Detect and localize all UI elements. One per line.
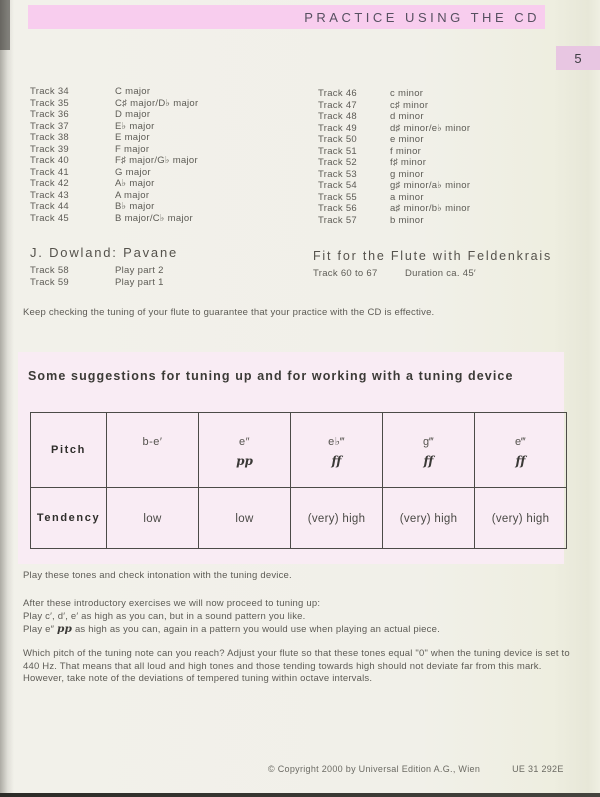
tuning-table: [30, 412, 567, 549]
tendency-cell: [475, 488, 567, 549]
page-number: 5: [574, 50, 582, 66]
track-key: c minor: [390, 88, 424, 99]
track-row: [318, 157, 470, 169]
track-key: A major: [115, 189, 150, 201]
pitch-value: e″: [238, 436, 250, 448]
tendency-value: (very) high: [307, 513, 366, 525]
track-key: A♭ major: [115, 178, 155, 189]
track-row: [30, 178, 198, 190]
track-label: Track 50: [318, 134, 358, 145]
pitch-cell: [199, 413, 291, 488]
track-label: Track 41: [30, 166, 70, 178]
track-key: d♯ minor/e♭ minor: [390, 122, 471, 134]
tendency-cell: [107, 488, 199, 549]
track-row: [318, 180, 470, 192]
track-row: [30, 190, 198, 202]
feldenkrais-title: Fit for the Flute with Feldenkrais: [313, 249, 553, 263]
track-row: [30, 155, 198, 167]
track-label: Track 44: [30, 201, 70, 212]
track-label: Track 53: [318, 168, 358, 180]
track-key: g♯ minor/a♭ minor: [390, 180, 471, 191]
track-key: E♭ major: [115, 120, 155, 132]
track-key: c♯ minor: [390, 99, 429, 111]
track-key: g minor: [390, 168, 424, 180]
footer: [268, 764, 564, 774]
dynamic-marking: ff: [515, 454, 526, 468]
track-label: Track 36: [30, 109, 70, 120]
track-label: Track 56: [318, 203, 358, 214]
tuning-pitch-paragraph: Which pitch of the tuning note can you reach? Adjust your flute so that these tones equal "0" when the tuning device is set to 440 Hz. That means that all loud and high tones and those tending towards high should not deviate far from this mark. However, take note of the deviations of tempered tuning within octave intervals.: [23, 648, 570, 684]
copyright-text: © Copyright 2000 by Universal Edition A.G., Wien: [268, 764, 481, 774]
track-key: D major: [115, 109, 151, 120]
instruction-text: as high as you can, again in a pattern you would use when playing an actual piece.: [74, 624, 440, 635]
instruction-text: Play e″: [23, 624, 55, 635]
track-row: [30, 86, 198, 98]
track-label: Track 37: [30, 120, 70, 132]
row-header-tendency: Tendency: [31, 488, 107, 549]
pitch-cell: [475, 413, 567, 488]
tendency-value: low: [143, 513, 162, 525]
pitch-value: e‴: [514, 436, 526, 448]
track-label: Track 54: [318, 180, 358, 191]
track-row: [30, 132, 198, 144]
catalog-number: UE 31 292E: [512, 764, 564, 774]
row-header-pitch: Pitch: [31, 413, 107, 488]
feldenkrais-section: [313, 249, 552, 280]
track-label: Track 55: [318, 191, 358, 203]
track-key: d minor: [390, 111, 424, 122]
track-row: [313, 268, 552, 280]
dynamic-marking: ff: [331, 454, 342, 468]
tuning-up-instructions: [23, 597, 583, 636]
track-label: Track 48: [318, 111, 358, 122]
track-row: [318, 111, 470, 123]
pitch-value: e♭‴: [328, 436, 345, 448]
tendency-cell: [199, 488, 291, 549]
track-part: Play part 1: [115, 276, 164, 288]
track-row: [318, 169, 470, 181]
tuning-reminder-note: Keep checking the tuning of your flute to guarantee that your practice with the CD is effective.: [23, 307, 435, 318]
dowland-title: J. Dowland: Pavane: [30, 245, 179, 260]
chapter-header-bar: [28, 5, 545, 29]
track-row: [30, 98, 198, 110]
pitch-cell: [383, 413, 475, 488]
track-key: a♯ minor/b♭ minor: [390, 203, 471, 214]
pitch-value: b-e′: [142, 436, 163, 448]
track-row: [318, 123, 470, 135]
track-part: Play part 2: [115, 265, 164, 276]
track-row: [318, 88, 470, 100]
tones-check-note: Play these tones and check intonation with the tuning device.: [23, 570, 292, 581]
pitch-value: g‴: [422, 436, 434, 448]
table-row-tendency: [31, 488, 567, 549]
track-label: Track 45: [30, 212, 70, 224]
track-key: a minor: [390, 191, 424, 203]
track-row: [30, 213, 198, 225]
track-key: B major/C♭ major: [115, 212, 193, 224]
tendency-cell: [291, 488, 383, 549]
track-row: [30, 201, 198, 213]
tendency-value: low: [235, 513, 254, 525]
track-row: [318, 203, 470, 215]
track-key: f minor: [390, 145, 422, 157]
track-label: Track 39: [30, 143, 70, 155]
table-row-pitch: [31, 413, 567, 488]
instruction-line: [23, 623, 583, 636]
track-key: E major: [115, 132, 150, 143]
track-label: Track 52: [318, 157, 358, 168]
track-duration: Duration ca. 45′: [405, 268, 477, 279]
tendency-value: (very) high: [491, 513, 550, 525]
scan-edge-bottom: [0, 793, 600, 797]
tendency-value: (very) high: [399, 513, 458, 525]
scan-edge-left-top: [0, 0, 10, 50]
track-label: Track 58: [30, 265, 70, 276]
chapter-title: PRACTICE USING THE CD: [304, 9, 540, 25]
track-row: [318, 100, 470, 112]
pitch-cell: [107, 413, 199, 488]
track-label: Track 35: [30, 97, 70, 109]
track-key: F♯ major/G♭ major: [115, 155, 198, 166]
instruction-line: After these introductory exercises we will now proceed to tuning up:: [23, 598, 321, 609]
track-key: f♯ minor: [390, 157, 427, 168]
track-key: e minor: [390, 134, 424, 145]
track-key: G major: [115, 166, 151, 178]
track-label: Track 34: [30, 86, 70, 97]
track-row: [30, 265, 178, 277]
dynamic-marking: pp: [236, 454, 253, 468]
track-key: C♯ major/D♭ major: [115, 97, 199, 109]
dowland-section: [30, 245, 178, 288]
scan-edge-left: [0, 0, 14, 793]
track-key: F major: [115, 143, 150, 155]
track-key: C major: [115, 86, 151, 97]
track-list-major-keys: [30, 86, 198, 224]
track-row: [318, 146, 470, 158]
track-label: Track 51: [318, 145, 358, 157]
track-row: [30, 277, 178, 289]
track-row: [318, 134, 470, 146]
track-label: Track 43: [30, 189, 70, 201]
pitch-cell: [291, 413, 383, 488]
track-row: [30, 121, 198, 133]
track-label: Track 49: [318, 122, 358, 134]
track-row: [318, 192, 470, 204]
page-number-badge: [556, 46, 600, 70]
track-label: Track 38: [30, 132, 70, 143]
track-row: [30, 167, 198, 179]
track-label: Track 42: [30, 178, 70, 189]
track-label: Track 40: [30, 155, 70, 166]
instruction-line: Play c′, d′, e′ as high as you can, but in a sound pattern you like.: [23, 611, 306, 622]
track-label: Track 59: [30, 276, 70, 288]
dynamic-marking: [107, 454, 198, 468]
dynamic-marking: pp: [57, 623, 73, 635]
track-row: [318, 215, 470, 227]
track-row: [30, 109, 198, 121]
dynamic-marking: ff: [423, 454, 434, 468]
track-label: Track 60 to 67: [313, 268, 378, 279]
track-row: [30, 144, 198, 156]
track-key: b minor: [390, 214, 424, 226]
track-label: Track 57: [318, 214, 358, 226]
track-list-minor-keys: [318, 88, 470, 226]
suggestions-heading: Some suggestions for tuning up and for working with a tuning device: [28, 369, 514, 383]
track-label: Track 46: [318, 88, 358, 99]
track-key: B♭ major: [115, 201, 155, 212]
tendency-cell: [383, 488, 475, 549]
track-label: Track 47: [318, 99, 358, 111]
